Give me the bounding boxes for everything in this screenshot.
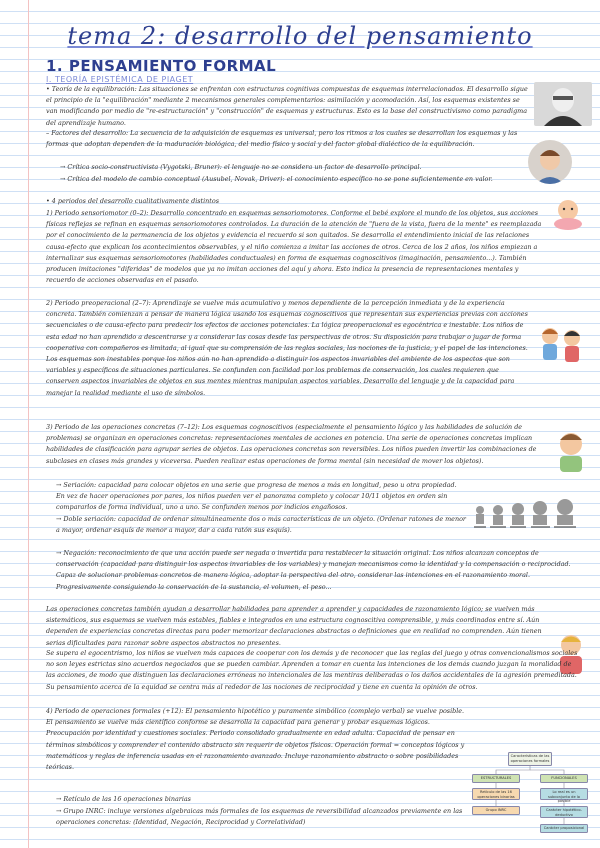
negation-paragraph: → Negación: reconocimiento de que una acción puede ser negada o invertida para restablecer la situación original. Los niños alcanzan conceptos de conservación (capacidad para distinguir los aspectos invariables de los variables) y manejan mecanismos como la identidad y la compensación o reciprocidad. Capaz de solucionar problemas concretos de manera lógica, adoptar la perspectiva del otro, considerar las intenciones en el razonamiento moral. Progresivamente consiguiendo la conservación de la sustancia, el volumen, el peso...: [56, 549, 571, 591]
equilibration-paragraph: • Teoría de la equilibración: Las situaciones se enfrentan con estructuras cognitivas compuestas de esquemas interrelacionados. El desarrollo sigue el principio de la "equilibración" mediante 2 mecanismos generales complementarios: asimilación y acomodación. Así, los esquemas existentes se van modificando por medio de "re-estructuración" y "construcción" de esquemas y estructuras. Esto es la base del constructivismo como paradigma del aprendizaje humano.: [46, 85, 528, 127]
diagram-root: Características de las operaciones formales: [508, 752, 552, 766]
boy-thinking-illustration: [550, 428, 592, 472]
preoperational-paragraph: 2) Periodo preoperacional (2–7): Aprendizaje se vuelve más acumulativo y menos dependiente de la percepción inmediata y de la experiencia concreta. También comienzan a pensar de manera lógica usando los esquemas cognoscitivos que representan sus experiencias previas con acciones secuenciales o de causa-efecto para predecir los efectos de acciones potenciales. La lógica preoperacional es egocéntrica e inestable. Los niños de esta edad no han aprendido a descentrarse y a considerar las cosas desde las perspectivas de otros. Su disposición para trabajar o jugar de forma cooperativa con compañeros es limitada, al igual que su comprensión de las reglas sociales, las nociones de la justicia, y el papel de las intenciones. Los esquemas son inestables porque los niños aún no han aprendido a distinguir los aspectos invariables del ambiente de los aspectos que son variables y específicos de situaciones particulares. Se confunden con facilidad por los problemas de conservación, los cuales requieren que conserven aspectos invariables de objetos en sus mentes mientras manipulan aspectos variables. Desarrollo del lenguaje y de la capacidad para manejar la realidad mediante el uso de símbolos.: [46, 299, 528, 397]
margin-line: [28, 0, 29, 848]
sensorimotor-paragraph: 1) Periodo sensoriomotor (0–2): Desarrollo concentrado en esquemas sensoriomotores. Conforme el bebé explore el mundo de los objetos, sus acciones físicas reflejas se refinan en esquemas sensoriomotores controlados. La duración de la atención de "fuera de la vista, fuera de la mente" es reemplazada por el conocimiento de la permanencia de los objetos y evidencia el recuerdo si son quitados. Se desarrolla el entendimiento inicial de las relaciones causa-efecto que explican los acontecimientos observables, y el niño comienza a imitar las acciones de otros. Cerca de los 2 años, los niños empiezan a internalizar sus esquemas sensoriomotores (habilidades conductuales) en forma de esquemas cognoscitivos (imaginación, pensamiento...). También producen imitaciones "diferidas" de modelos que ya no imitan acciones del aquí y ahora. Esto indica la presencia de representaciones mentales y recuerdo de acciones observadas en el pasado.: [46, 209, 542, 285]
piaget-photo: [534, 82, 592, 126]
seriation-paragraph: → Seriación: capacidad para colocar objetos en una serie que progresa de menos a más en longitud, peso u otra propiedad. En vez de hacer operaciones por pares, los niños pueden ver el panorama completo y colocar 10/11 objetos en orden sin compararlos de forma individual, uno a uno. Se confunden menos por indicios engañosos.: [56, 481, 457, 512]
egocentrism-paragraph: Se supera el egocentrismo, los niños se vuelven más capaces de cooperar con los demás y de reconocer que las reglas del juego y otras convencionalismos sociales no son leyes estrictas sino acuerdos negociados que se pueden cambiar. Aprenden a tomar en cuenta las intenciones de los demás cuando juzgan la moralidad de las acciones, de modo que distinguen las declaraciones erróneas no intencionales de las mentiras deliberadas o los daños accidentales de la agresión premeditada. Su pensamiento acerca de la equidad se centra más al rededor de las nociones de reciprocidad y tiene en cuenta la opinión de otros.: [46, 649, 578, 691]
diagram-structural-2: Grupo INRC: [472, 806, 520, 815]
learning-skills-paragraph: Las operaciones concretas también ayudan a desarrollar habilidades para aprender a aprender y capacidades de razonamiento lógico; se vuelven más sistemáticos, sus esquemas se vuelven más estables, fiables e integrados en una estructura cognoscitiva comprensible, y más coordinados entre sí. Aún dependen de experiencias concretas directas para poder memorizar declaraciones abstractas o definiciones que en realidad no comprenden. Aún tienen serias dificultades para razonar sobre aspectos abstractos no presentes.: [46, 605, 542, 647]
diagram-functional-2: Carácter hipotético-deductivo: [540, 806, 588, 818]
diagram-functional-1: Lo real es un subconjunto de lo posible: [540, 788, 588, 800]
mice-skis-illustration: [470, 488, 594, 532]
diagram-functional-3: Carácter proposicional: [540, 824, 588, 833]
critique-conceptual-paragraph: → Crítica del modelo de cambio conceptual (Ausubel, Novak, Driver): el conocimiento específico no se pone suficientemente en valor.: [60, 175, 493, 183]
diagram-structural: ESTRUCTURALES: [472, 774, 520, 783]
binary-operations-item: → Retículo de las 16 operaciones binarias: [56, 795, 191, 803]
children-illustration: [534, 322, 590, 366]
periods-heading: • 4 periodos del desarrollo cualitativamente distintos: [46, 197, 219, 205]
concrete-operations-paragraph: 3) Periodo de las operaciones concretas (7–12): Los esquemas cognoscitivos (especialmente el pensamiento lógico y las habilidades de solución de problemas) se organizan en operaciones concretas: representaciones mentales de acciones en potencia. Una serie de operaciones concretas implican habilidades de clasificación para agrupar series de objetos. Las operaciones concretas son reversibles. Los niños pueden invertir las combinaciones de subclases en clases más grandes y viceversa. Pueden realizar estas operaciones de forma mental (sin necesidad de mover los objetos).: [46, 423, 537, 465]
diagram-structural-1: Retículo de las 16 operaciones binarias: [472, 788, 520, 800]
section-heading: 1. PENSAMIENTO FORMAL: [46, 57, 277, 75]
critique-socio-paragraph: → Crítica socio-constructivista (Vygotski, Bruner): el lenguaje no se considera un factor de desarrollo principal.: [60, 163, 422, 171]
page-title: tema 2: desarrollo del pensamiento: [67, 22, 533, 50]
diagram-functional: FUNCIONALES: [540, 774, 588, 783]
factors-paragraph: – Factores del desarrollo: La secuencia de la adquisición de esquemas es universal, pero los ritmos a los cuales se desarrollan los esquemas y las formas que adoptan dependen de la maduración biológica, del medio físico y social y del factor global dialéctico de la equilibración.: [46, 129, 518, 149]
diagram-connectors: [470, 752, 590, 846]
section-subheading: I. TEORÍA EPISTÉMICA DE PIAGET: [46, 75, 194, 84]
inrc-group-item: → Grupo INRC: incluye versiones algebraicas más formales de los esquemas de reversibilidad alcanzados previamente en las operaciones concretas: (Identidad, Negación, Reciprocidad y Correlatividad): [56, 807, 463, 827]
formal-operations-diagram: [470, 752, 590, 846]
formal-operations-paragraph: 4) Periodo de operaciones formales (+12): El pensamiento hipotético y puramente simbólico (complejo verbal) se vuelve posible. El pensamiento se vuelve más científico conforme se desarrolla la capacidad para generar y probar esquemas lógicos. Preocupación por identidad y cuestiones sociales. Periodo consolidado gradualmente en edad adulta. Capacidad de pensar en términos simbólicos y comprender el contenido abstracto sin requerir de objetos físicos. Operación formal = conceptos lógicos y matemáticos y reglas de inferencia usadas en el razonamiento avanzado. Incluye razonamiento abstracto o sobre posibilidades teóricas.: [46, 707, 465, 772]
double-seriation-paragraph: → Doble seriación: capacidad de ordenar simultáneamente dos o más características de un objeto. (Ordenar ratones de menor a mayor, ordenar esquís de menor a mayor, dar a cada ratón sus esquís).: [56, 515, 466, 535]
